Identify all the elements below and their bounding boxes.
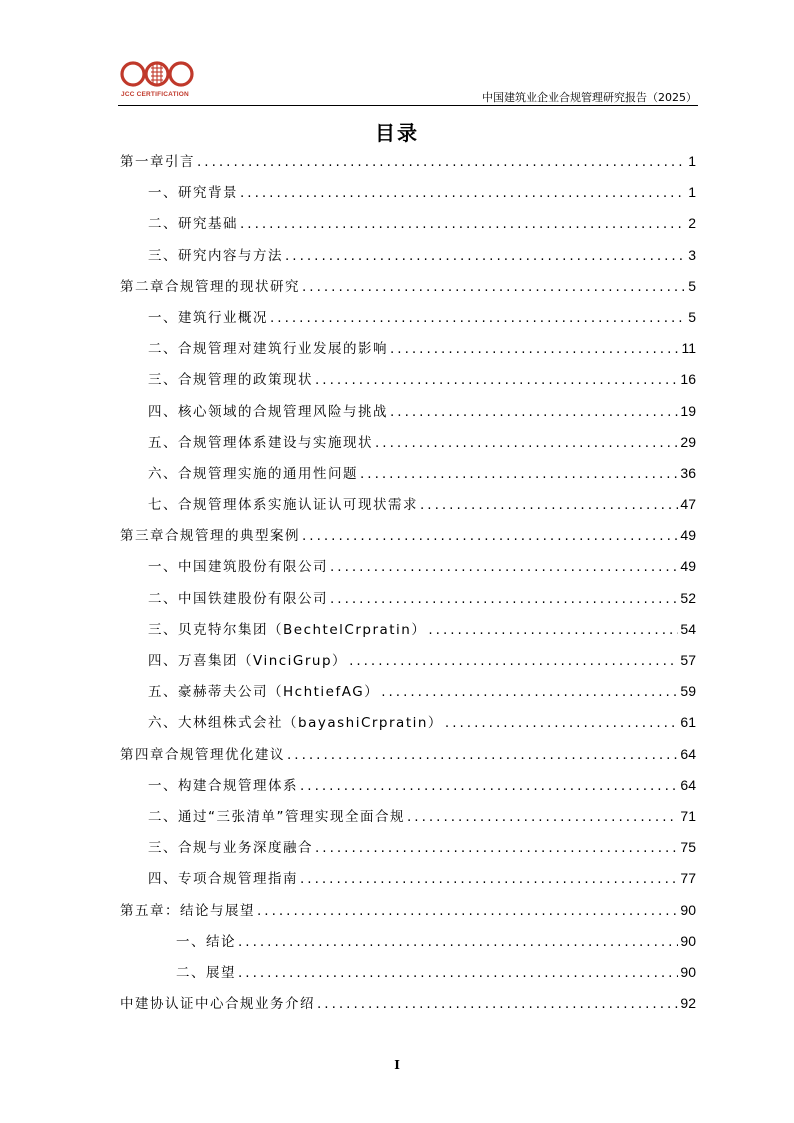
toc-entry-page: 29 [680,433,696,450]
toc-dot-leader [420,497,678,513]
toc-entry[interactable] [120,368,696,399]
toc-dot-leader [315,372,678,388]
toc-dot-leader [300,871,678,887]
toc-dot-leader [445,715,679,731]
toc-dot-leader [197,154,686,170]
toc-entry[interactable] [120,649,696,680]
toc-entry-page: 52 [680,589,696,606]
report-header-title: 中国建筑业企业合规管理研究报告（2025） [482,91,697,104]
toc-entry-page: 3 [688,246,696,263]
toc-entry-label: 第三章合规管理的典型案例 [120,528,300,545]
toc-entry-page: 90 [680,932,696,949]
toc-entry-label: 七、合规管理体系实施认证认可现状需求 [148,497,418,514]
toc-entry-label: 中建协认证中心合规业务介绍 [120,996,315,1013]
toc-entry-label: 三、研究内容与方法 [148,247,283,264]
toc-entry-label: 二、通过“三张清单”管理实现全面合规 [148,808,405,825]
toc-entry[interactable] [120,400,696,431]
toc-dot-leader [238,934,678,950]
toc-dot-leader [300,778,678,794]
table-of-contents [120,150,696,1023]
toc-entry[interactable] [120,150,696,181]
toc-entry-label: 二、研究基础 [148,216,238,233]
toc-entry-page: 49 [680,558,696,575]
toc-entry[interactable] [120,493,696,524]
toc-dot-leader [240,185,686,201]
toc-dot-leader [302,279,686,295]
toc-entry-label: 四、核心领域的合规管理风险与挑战 [148,403,388,420]
toc-entry[interactable] [120,867,696,898]
toc-entry-page: 77 [680,870,696,887]
toc-entry-page: 2 [688,215,696,232]
toc-dot-leader [287,747,678,763]
toc-dot-leader [238,965,678,981]
toc-entry-page: 59 [680,683,696,700]
toc-entry-page: 71 [680,807,696,824]
toc-entry-label: 四、万喜集团（VinciGrup） [148,653,348,669]
toc-entry-label: 六、合规管理实施的通用性问题 [148,465,358,482]
toc-dot-leader [381,684,678,700]
toc-entry-label: 一、中国建筑股份有限公司 [148,559,328,576]
toc-entry[interactable] [120,774,696,805]
jcc-rings-icon [120,58,194,92]
toc-entry-label: 四、专项合规管理指南 [148,871,298,888]
header-divider [118,105,698,106]
toc-entry[interactable] [120,805,696,836]
toc-entry-page: 16 [680,371,696,388]
toc-entry[interactable] [120,524,696,555]
toc-entry-page: 1 [688,153,696,169]
toc-dot-leader [360,466,678,482]
toc-dot-leader [257,903,678,919]
toc-dot-leader [302,528,678,544]
toc-entry-page: 5 [688,308,696,325]
toc-entry-page: 19 [680,402,696,419]
toc-entry-label: 六、大林组株式会社（bayashiCrpratin） [148,715,443,732]
toc-entry-label: 三、合规管理的政策现状 [148,372,313,389]
toc-entry[interactable] [120,836,696,867]
toc-entry-page: 36 [680,464,696,481]
toc-entry[interactable] [120,555,696,586]
toc-entry-label: 一、研究背景 [148,185,238,202]
toc-entry-label: 一、结论 [176,933,236,950]
toc-dot-leader [330,559,678,575]
toc-entry-label: 三、贝克特尔集团（BechtelCrpratin） [148,621,427,638]
toc-dot-leader [407,809,678,825]
toc-entry-label: 二、中国铁建股份有限公司 [148,590,328,607]
toc-entry-page: 49 [680,527,696,544]
toc-entry-page: 1 [688,184,696,201]
page-number: I [394,1058,400,1072]
toc-entry-label: 三、合规与业务深度融合 [148,840,313,857]
toc-entry-label: 第四章合规管理优化建议 [120,746,285,763]
toc-entry[interactable] [120,961,696,992]
toc-dot-leader [390,341,679,357]
toc-entry[interactable] [120,431,696,462]
toc-entry[interactable] [120,462,696,493]
toc-entry-page: 5 [688,277,696,294]
toc-entry-page: 90 [680,963,696,980]
toc-entry-page: 61 [680,714,696,731]
toc-entry[interactable] [120,743,696,774]
toc-dot-leader [428,622,678,638]
toc-entry[interactable] [120,212,696,243]
toc-entry[interactable] [120,992,696,1023]
toc-title: 目录 [375,121,419,145]
toc-entry[interactable] [120,587,696,618]
toc-entry-page: 54 [680,620,696,637]
toc-entry[interactable] [120,899,696,930]
toc-entry[interactable] [120,337,696,368]
toc-entry-page: 47 [680,496,696,513]
toc-entry-page: 64 [680,745,696,762]
toc-entry-page: 57 [680,652,696,668]
toc-entry-page: 92 [680,995,696,1012]
toc-entry-label: 一、建筑行业概况 [148,309,268,326]
toc-dot-leader [375,435,678,451]
toc-entry-label: 第二章合规管理的现状研究 [120,278,300,295]
toc-dot-leader [285,248,686,264]
toc-entry-page: 64 [680,776,696,793]
toc-dot-leader [315,840,678,856]
toc-dot-leader [240,216,686,232]
toc-entry[interactable] [120,244,696,275]
toc-entry[interactable] [120,618,696,649]
toc-entry[interactable] [120,711,696,742]
toc-entry-page: 90 [680,901,696,918]
toc-dot-leader [390,404,678,420]
toc-dot-leader [317,996,678,1012]
toc-entry[interactable] [120,306,696,337]
toc-entry[interactable] [120,275,696,306]
toc-entry-label: 第五章：结论与展望 [120,902,255,919]
toc-entry-label: 第一章引言 [120,154,195,170]
toc-entry-page: 11 [681,340,696,357]
toc-entry-label: 五、合规管理体系建设与实施现状 [148,434,373,451]
toc-entry[interactable] [120,930,696,961]
toc-entry-page: 75 [680,839,696,856]
toc-entry[interactable] [120,181,696,212]
toc-entry-label: 一、构建合规管理体系 [148,777,298,794]
toc-entry-label: 二、展望 [176,964,236,981]
toc-entry-label: 五、豪赫蒂夫公司（HchtiefAG） [148,684,380,701]
toc-dot-leader [349,653,678,669]
logo-text: JCC CERTIFICATION [121,91,189,98]
toc-entry-label: 二、合规管理对建筑行业发展的影响 [148,341,388,358]
toc-dot-leader [330,591,678,607]
toc-entry[interactable] [120,680,696,711]
toc-dot-leader [270,310,686,326]
